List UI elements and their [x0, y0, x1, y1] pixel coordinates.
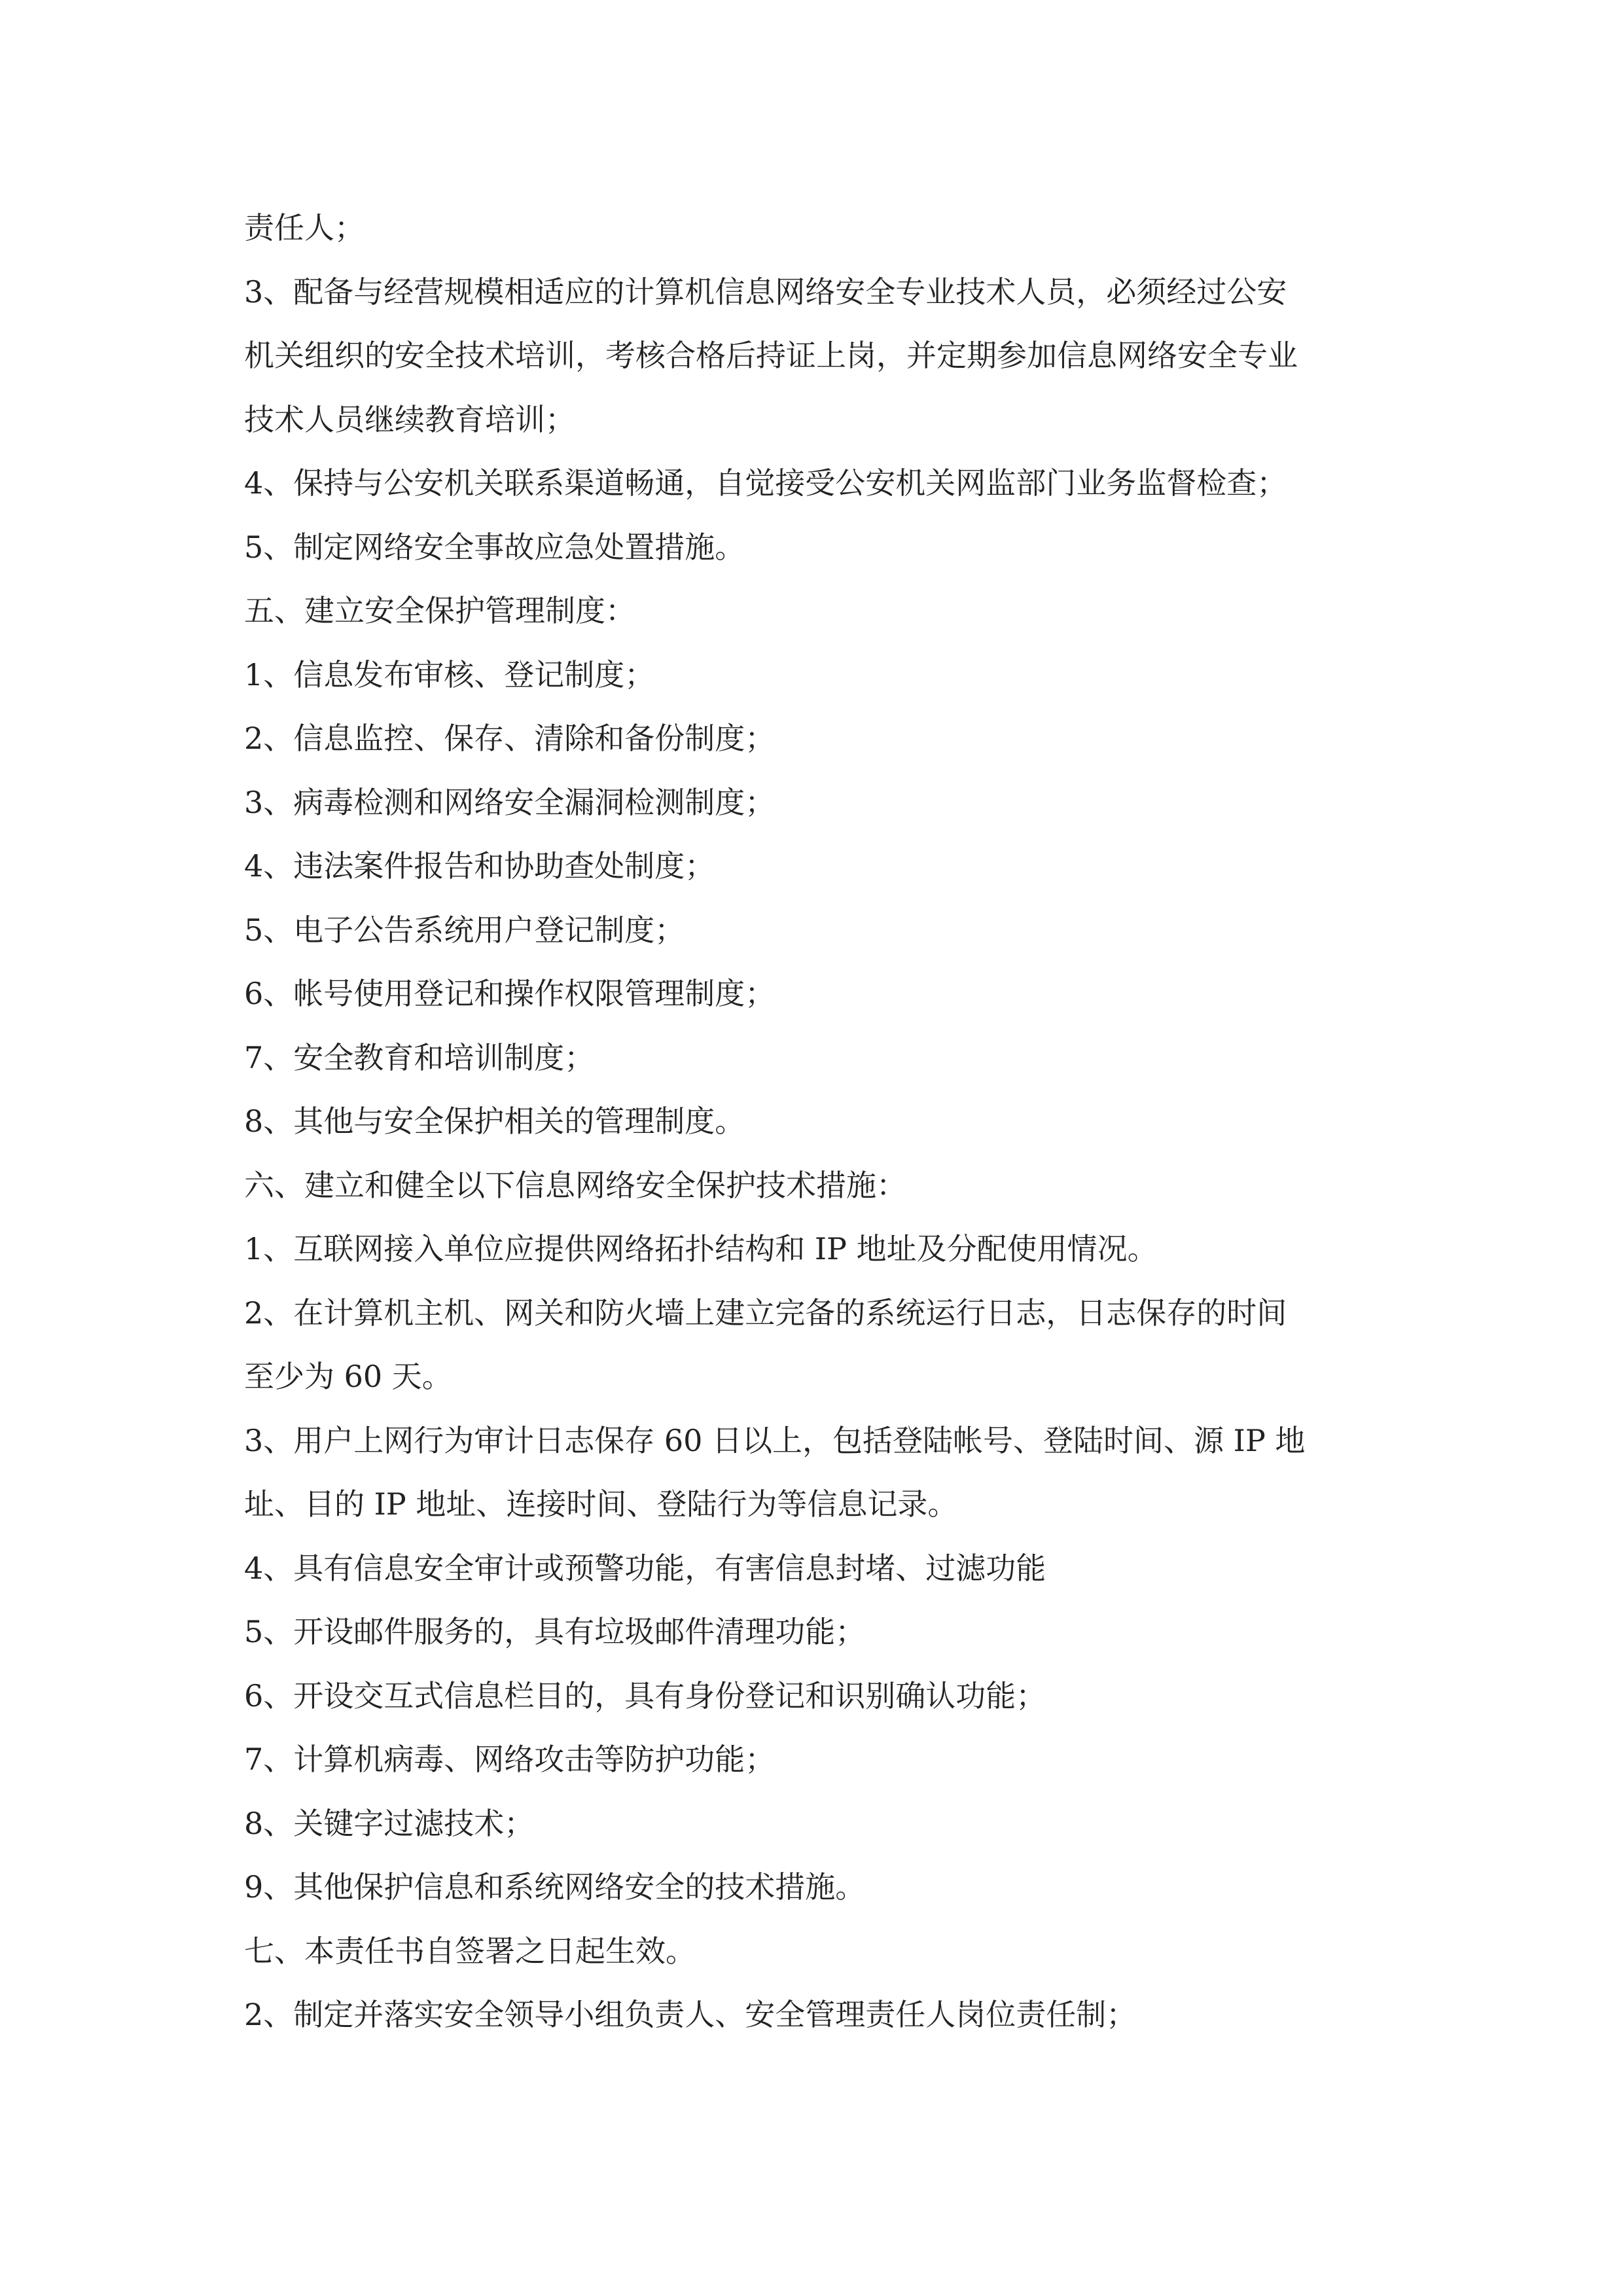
list-item: 5、开设邮件服务的，具有垃圾邮件清理功能； [244, 1614, 866, 1649]
document-body [244, 196, 1396, 2047]
list-item: 1、互联网接入单位应提供网络拓扑结构和 IP 地址及分配使用情况。 [244, 1231, 1158, 1266]
list-item: 7、计算机病毒、网络攻击等防护功能； [244, 1742, 776, 1777]
list-item: 7、安全教育和培训制度； [244, 1039, 595, 1075]
list-item: 2、制定并落实安全领导小组负责人、安全管理责任人岗位责任制； [244, 1997, 1137, 2032]
text-line: 技术人员继续教育培训； [244, 401, 575, 437]
list-item: 5、电子公告系统用户登记制度； [244, 912, 685, 948]
list-item: 8、关键字过滤技术； [244, 1805, 535, 1841]
list-item: 4、具有信息安全审计或预警功能，有害信息封堵、过滤功能 [244, 1550, 1046, 1586]
list-item: 3、用户上网行为审计日志保存 60 日以上，包括登陆帐号、登陆时间、源 IP 地 [244, 1422, 1306, 1458]
list-item: 6、开设交互式信息栏目的，具有身份登记和识别确认功能； [244, 1677, 1046, 1713]
section-heading: 七、本责任书自签署之日起生效。 [244, 1933, 696, 1969]
list-item: 1、信息发布审核、登记制度； [244, 656, 655, 692]
text-line: 4、保持与公安机关联系渠道畅通，自觉接受公安机关网监部门业务监督检查； [244, 465, 1287, 501]
list-item: 3、病毒检测和网络安全漏洞检测制度； [244, 784, 776, 820]
list-item: 6、帐号使用登记和操作权限管理制度； [244, 976, 776, 1011]
text-line: 机关组织的安全技术培训，考核合格后持证上岗，并定期参加信息网络安全专业 [244, 338, 1298, 373]
list-item: 4、违法案件报告和协助查处制度； [244, 848, 715, 884]
text-line: 址、目的 IP 地址、连接时间、登陆行为等信息记录。 [244, 1486, 958, 1522]
list-item: 2、在计算机主机、网关和防火墙上建立完备的系统运行日志，日志保存的时间 [244, 1295, 1287, 1331]
list-item: 2、信息监控、保存、清除和备份制度； [244, 721, 776, 756]
text-line: 至少为 60 天。 [244, 1359, 452, 1394]
list-item: 8、其他与安全保护相关的管理制度。 [244, 1103, 745, 1139]
text-line: 5、制定网络安全事故应急处置措施。 [244, 529, 745, 565]
list-item: 9、其他保护信息和系统网络安全的技术措施。 [244, 1869, 866, 1905]
text-line: 责任人； [244, 210, 365, 245]
section-heading: 五、建立安全保护管理制度： [244, 593, 635, 628]
section-heading: 六、建立和健全以下信息网络安全保护技术措施： [244, 1167, 906, 1203]
text-line: 3、配备与经营规模相适应的计算机信息网络安全专业技术人员，必须经过公安 [244, 274, 1287, 310]
